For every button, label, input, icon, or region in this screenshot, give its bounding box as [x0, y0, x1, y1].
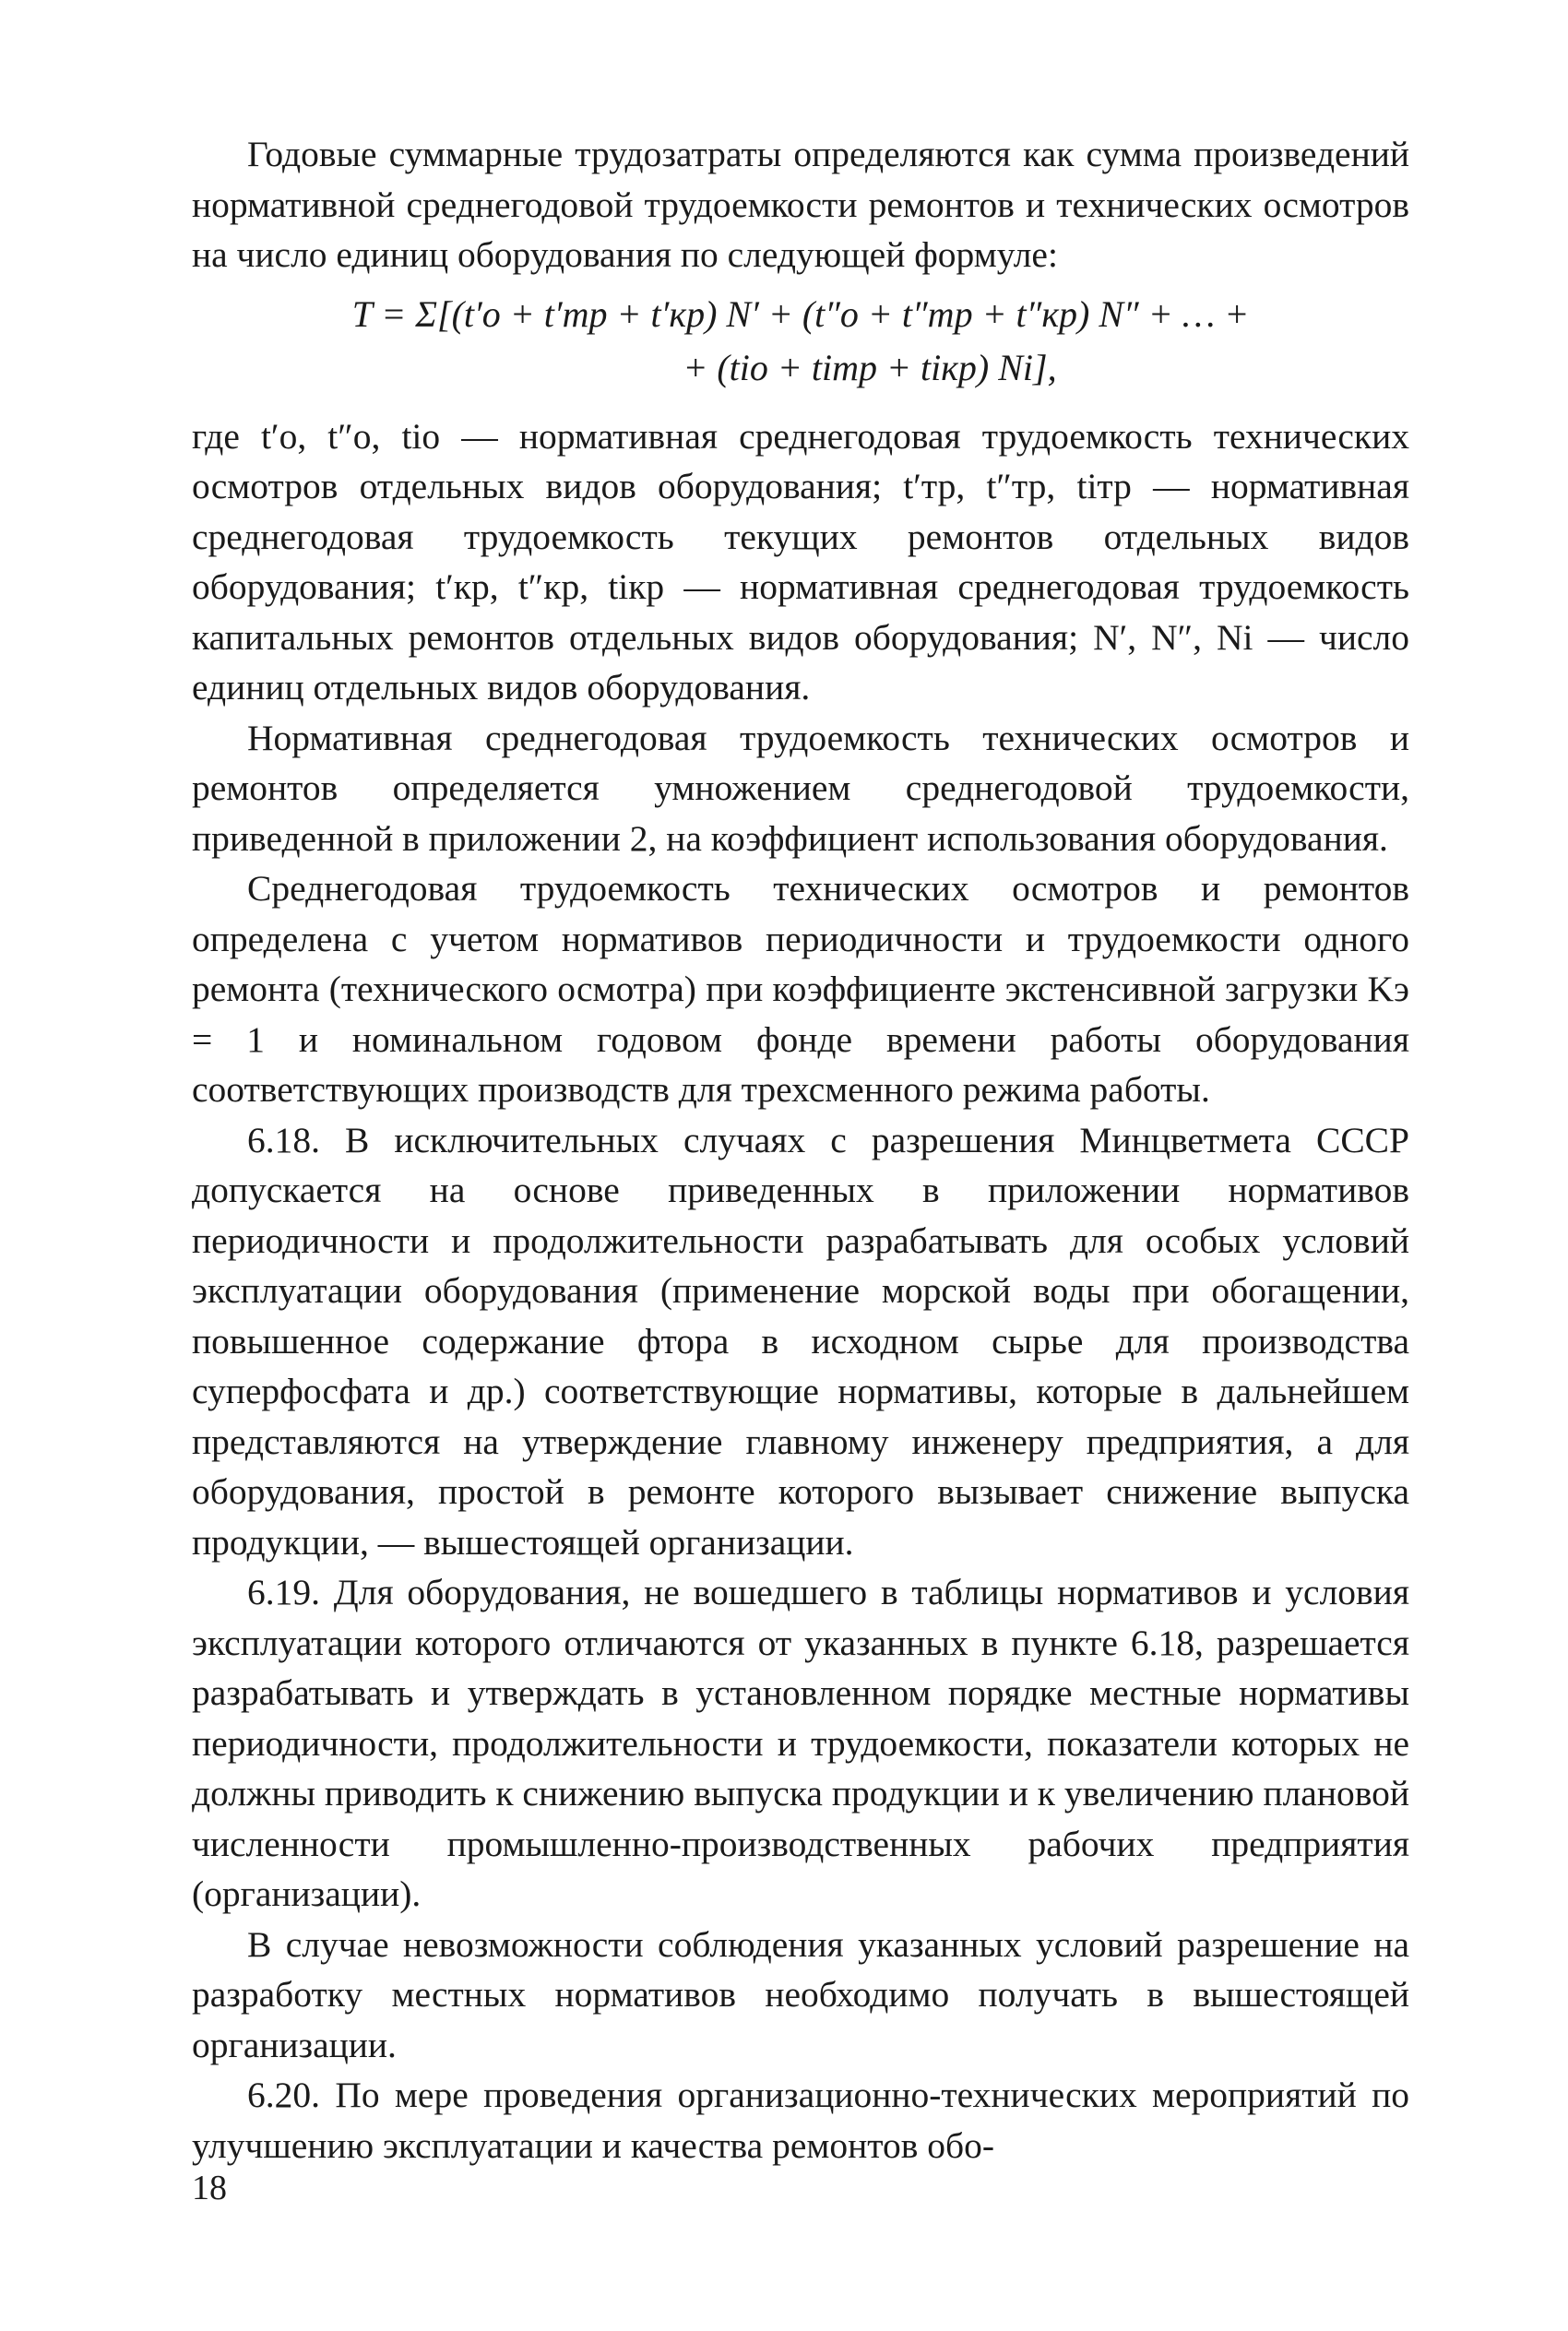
formula-block	[192, 288, 1409, 395]
paragraph-definitions: где t′о, t″о, tiо — нормативная среднегодовая трудоемкость технических осмотров отдельных видов оборудования; t′тр, t″тр, tiтр — нормативная среднегодовая трудоемкость текущих ремонтов отдельных видов оборудования; t′кр, t″кр, tiкр — нормативная среднегодовая трудоемкость капитальных ремонтов отдельных видов оборудования; N′, N″, Ni — число единиц отдельных видов оборудования.	[192, 415, 1409, 708]
paragraph-6-20: 6.20. По мере проведения организационно-технических мероприятий по улучшению эксплуатации и качества ремонтов обо-	[192, 2075, 1409, 2166]
paragraph-normative: Нормативная среднегодовая трудоемкость технических осмотров и ремонтов определяется умножением среднегодовой трудоемкости, приведенной в приложении 2, на коэффициент использования оборудования.	[192, 717, 1409, 859]
paragraph-average: Среднегодовая трудоемкость технических осмотров и ремонтов определена с учетом нормативов периодичности и трудоемкости одного ремонта (технического осмотра) при коэффициенте экстенсивной загрузки Kэ = 1 и номинальном годовом фонде времени работы оборудования соответствующих производств для трехсменного режима работы.	[192, 868, 1409, 1110]
formula-line-1: T = Σ[(t′о + t′тр + t′кр) N′ + (t″о + t″тр + t″кр) N″ + … +	[351, 292, 1250, 335]
paragraph-6-19: 6.19. Для оборудования, не вошедшего в таблицы нормативов и условия эксплуатации которого отличаются от указанных в пункте 6.18, разрешается разрабатывать и утверждать в установленном порядке местные нормативы периодичности, продолжительности и трудоемкости, показатели которых не должны приводить к снижению выпуска продукции и к увеличению плановой численности промышленно-производственных рабочих предприятия (организации).	[192, 1572, 1409, 1914]
formula-line-2: + (tiо + tiтр + tiкр) Ni],	[683, 346, 1057, 388]
paragraph-6-18: 6.18. В исключительных случаях с разрешения Минцветмета СССР допускается на основе приведенных в приложении нормативов периодичности и продолжительности разрабатывать для особых условий эксплуатации оборудования (применение морской воды при обогащении, повышенное содержание фтора в исходном сырье для производства суперфосфата и др.) соответствующие нормативы, которые в дальнейшем представляются на утверждение главному инженеру предприятия, а для оборудования, простой в ремонте которого вызывает снижение выпуска продукции, — вышестоящей организации.	[192, 1119, 1409, 1563]
paragraph-intro: Годовые суммарные трудозатраты определяются как сумма произведений нормативной среднегодовой трудоемкости ремонтов и технических осмотров на число единиц оборудования по следующей формуле:	[192, 134, 1409, 275]
page-content	[192, 129, 1409, 2170]
paragraph-impossible: В случае невозможности соблюдения указанных условий разрешение на разработку местных нормативов необходимо получать в вышестоящей организации.	[192, 1923, 1409, 2065]
page-number: 18	[192, 2169, 227, 2207]
